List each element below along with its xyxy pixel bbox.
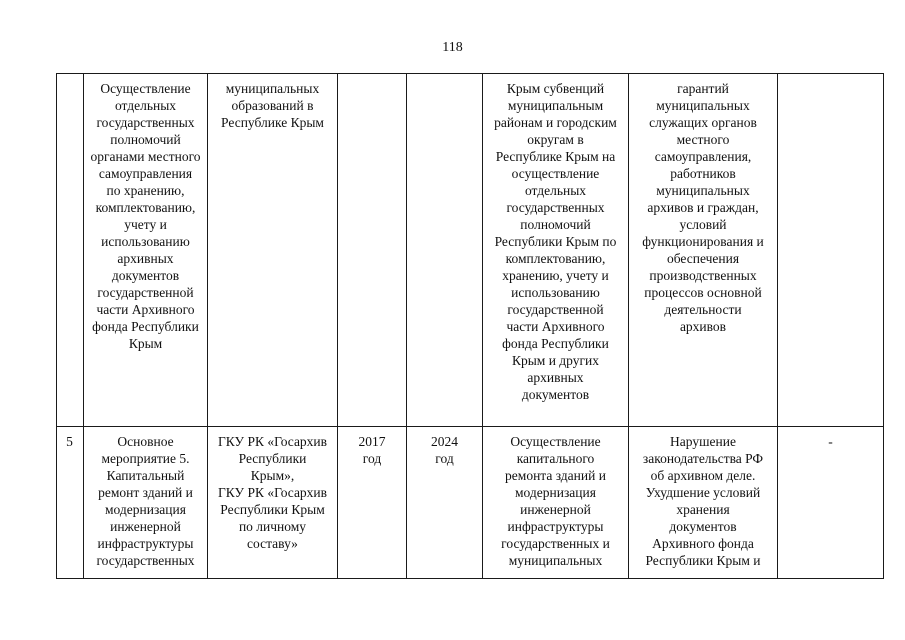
indicator-link-cell: -: [778, 427, 884, 579]
expected-result-cell: Крым субвенций муниципальным районам и городским округам в Республике Крым на осуществление отдельных государственных полномочий Республики Крым по комплектованию, хранению, учету и использованию государственной части Архивного фонда Республики Крым и других архивных документов: [483, 74, 629, 427]
table-row: [57, 74, 884, 427]
row-number-cell: 5: [57, 427, 84, 579]
consequence-cell: Нарушение законодательства РФ об архивном деле. Ухудшение условий хранения документов Архивного фонда Республики Крым и: [629, 427, 778, 579]
start-year-cell: 2017 год: [338, 427, 407, 579]
expected-result-cell: Осуществление капитального ремонта зданий и модернизация инженерной инфраструктуры государственных и муниципальных: [483, 427, 629, 579]
executor-cell: ГКУ РК «Госархив Республики Крым», ГКУ РК «Госархив Республики Крым по личному составу»: [208, 427, 338, 579]
event-name-cell: Основное мероприятие 5. Капитальный ремонт зданий и модернизация инженерной инфраструктуры государственных: [84, 427, 208, 579]
table-row: [57, 427, 884, 579]
end-year-cell: [407, 74, 483, 427]
program-events-table: [56, 73, 884, 579]
end-year-cell: 2024 год: [407, 427, 483, 579]
page-number: 118: [442, 40, 463, 55]
row-number-cell: [57, 74, 84, 427]
indicator-link-cell: [778, 74, 884, 427]
start-year-cell: [338, 74, 407, 427]
consequence-cell: гарантий муниципальных служащих органов местного самоуправления, работников муниципальных архивов и граждан, условий функционирования и обеспечения производственных процессов основной деятельности архивов: [629, 74, 778, 427]
event-name-cell: Осуществление отдельных государственных полномочий органами местного самоуправления по хранению, комплектованию, учету и использованию архивных документов государственной части Архивного фонда Республики Крым: [84, 74, 208, 427]
executor-cell: муниципальных образований в Республике Крым: [208, 74, 338, 427]
